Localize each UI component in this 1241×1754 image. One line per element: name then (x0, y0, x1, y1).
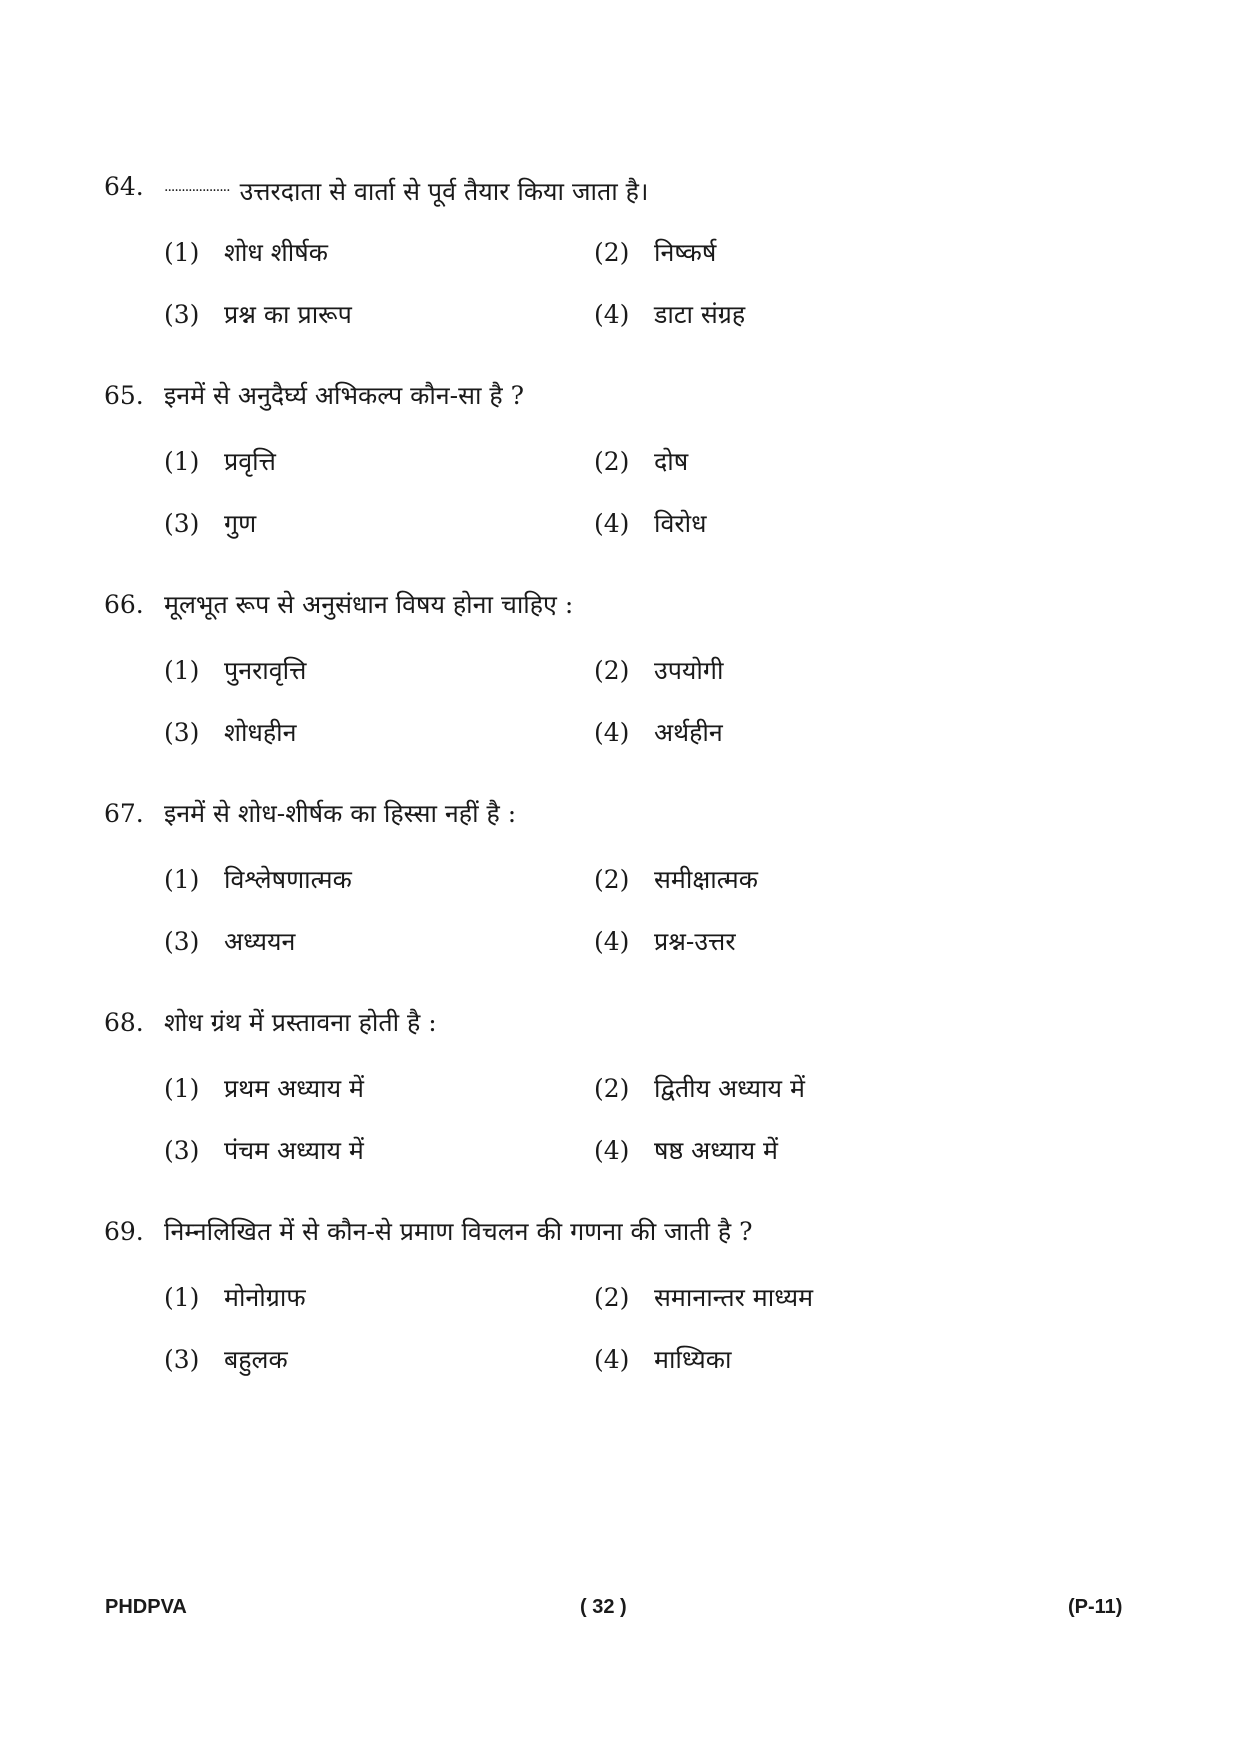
option-2: (2) उपयोगी (594, 656, 724, 685)
question-text: इनमें से शोध-शीर्षक का हिस्सा नहीं है : (164, 799, 517, 828)
question-66 (104, 585, 1144, 753)
question-text: उत्तरदाता से वार्ता से पूर्व तैयार किया जाता है। (239, 177, 649, 206)
option-3: (3) गुण (164, 509, 257, 538)
option-3: (3) प्रश्न का प्रारूप (164, 300, 352, 329)
option-row (104, 860, 1144, 900)
option-1: (1) प्रथम अध्याय में (164, 1074, 364, 1103)
question-number: 67. (104, 799, 144, 828)
option-row (104, 1340, 1144, 1380)
option-2: (2) समीक्षात्मक (594, 865, 758, 894)
question-stem (104, 167, 1144, 207)
option-3: (3) शोधहीन (164, 718, 297, 747)
option-row (104, 713, 1144, 753)
option-row (104, 442, 1144, 482)
option-4: (4) षष्ठ अध्याय में (594, 1136, 778, 1165)
question-65 (104, 376, 1144, 544)
option-2: (2) दोष (594, 447, 689, 476)
question-stem (104, 1003, 1144, 1043)
option-4: (4) अर्थहीन (594, 718, 723, 747)
option-4: (4) प्रश्न-उत्तर (594, 927, 736, 956)
question-stem (104, 1212, 1144, 1252)
option-4: (4) विरोध (594, 509, 707, 538)
option-1: (1) विश्लेषणात्मक (164, 865, 352, 894)
option-1: (1) शोध शीर्षक (164, 238, 328, 267)
option-3: (3) अध्ययन (164, 927, 296, 956)
option-1: (1) प्रवृत्ति (164, 447, 276, 476)
question-stem (104, 376, 1144, 416)
option-1: (1) मोनोग्राफ (164, 1283, 306, 1312)
option-row (104, 1131, 1144, 1171)
option-row (104, 233, 1144, 273)
option-4: (4) माध्यिका (594, 1345, 732, 1374)
option-row (104, 504, 1144, 544)
option-2: (2) द्वितीय अध्याय में (594, 1074, 805, 1103)
option-row (104, 922, 1144, 962)
question-69 (104, 1212, 1144, 1380)
question-text: मूलभूत रूप से अनुसंधान विषय होना चाहिए : (164, 590, 574, 619)
option-1: (1) पुनरावृत्ति (164, 656, 307, 685)
option-row (104, 1069, 1144, 1109)
footer-set-code: (P-11) (1068, 1596, 1123, 1618)
option-4: (4) डाटा संग्रह (594, 300, 746, 329)
question-68 (104, 1003, 1144, 1171)
question-number: 66. (104, 590, 144, 619)
question-67 (104, 794, 1144, 962)
option-3: (3) बहुलक (164, 1345, 288, 1374)
question-number: 69. (104, 1217, 144, 1246)
option-2: (2) समानान्तर माध्यम (594, 1283, 814, 1312)
question-number: 64. (104, 172, 144, 201)
footer-page-number: ( 32 ) (580, 1596, 627, 1618)
option-row (104, 1278, 1144, 1318)
question-stem (104, 585, 1144, 625)
question-number: 65. (104, 381, 144, 410)
option-row (104, 651, 1144, 691)
fill-in-blank: ................... (164, 179, 230, 195)
option-2: (2) निष्कर्ष (594, 238, 717, 267)
question-text: निम्नलिखित में से कौन-से प्रमाण विचलन की गणना की जाती है ? (164, 1217, 753, 1246)
footer-paper-code: PHDPVA (105, 1596, 187, 1618)
question-64 (104, 167, 1144, 335)
question-stem (104, 794, 1144, 834)
option-row (104, 295, 1144, 335)
question-number: 68. (104, 1008, 144, 1037)
question-text: शोध ग्रंथ में प्रस्तावना होती है : (164, 1008, 437, 1037)
question-text: इनमें से अनुदैर्घ्य अभिकल्प कौन-सा है ? (164, 381, 525, 410)
option-3: (3) पंचम अध्याय में (164, 1136, 364, 1165)
